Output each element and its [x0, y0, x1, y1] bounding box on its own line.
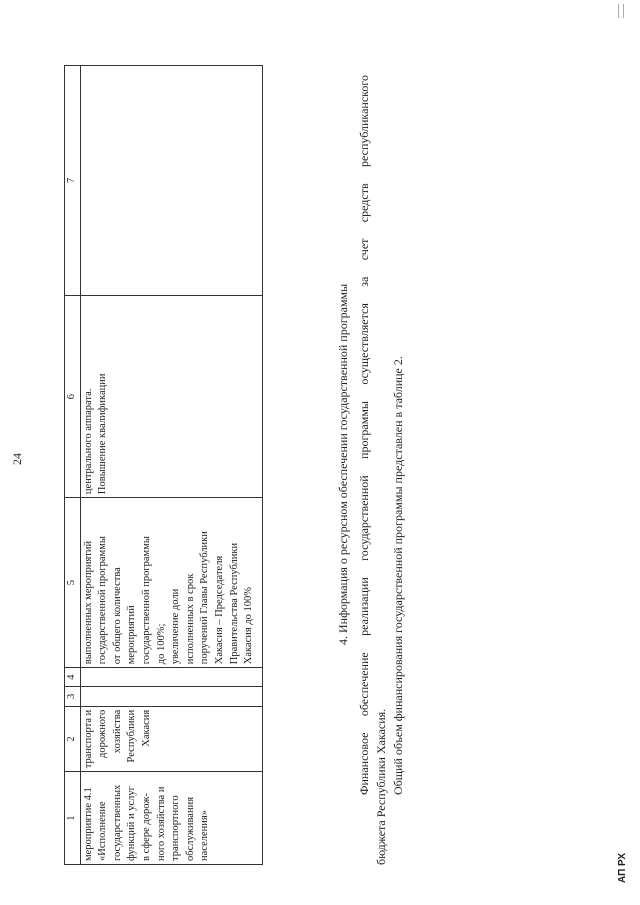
cell-line: выполненных мероприятий — [82, 540, 94, 665]
cell-line: Повышение квалификации — [97, 373, 109, 495]
cell-line: в сфере дорож- — [140, 793, 152, 861]
scan-mark — [618, 4, 624, 18]
header-col-3: 3 — [65, 687, 81, 707]
cell-col3 — [80, 687, 262, 707]
cell-line: Хакасия до 100% — [243, 586, 255, 665]
table-row — [80, 66, 262, 865]
cell-line: хозяйства — [111, 709, 123, 754]
cell-indicators — [80, 498, 262, 668]
cell-line: обслуживания — [184, 796, 196, 861]
cell-executor — [80, 706, 262, 772]
cell-line: государственной программы — [140, 536, 152, 665]
cell-line: Хакасия – Председателя — [213, 555, 225, 665]
program-table — [64, 65, 263, 865]
cell-line: «Исполнение — [97, 801, 109, 861]
cell-line: до 100%; — [155, 623, 167, 665]
table-header-row — [65, 66, 81, 865]
paragraph-budget: бюджета Республики Хакасия. — [374, 708, 388, 865]
paragraph-financing: Финансовое обеспечение реализации государственной программы осуществляется за счет средств республиканского — [357, 75, 371, 795]
cell-line: Хакасия — [140, 709, 152, 747]
cell-col4 — [80, 668, 262, 687]
cell-line: дорожного — [97, 709, 109, 758]
cell-line: ного хозяйства и — [155, 786, 167, 861]
cell-line: населения» — [199, 810, 211, 861]
cell-line: центрального аппарата. — [82, 388, 94, 495]
cell-line: Республики — [126, 709, 138, 763]
header-col-6: 6 — [65, 296, 81, 498]
cell-line: увеличение доли — [170, 588, 182, 665]
cell-line: государственной программы — [97, 536, 109, 665]
section-heading: 4. Информация о ресурсном обеспечении государственной программы — [336, 283, 350, 645]
cell-line: государственных — [111, 784, 123, 861]
header-col-4: 4 — [65, 668, 81, 687]
header-col-1: 1 — [65, 772, 81, 865]
header-col-5: 5 — [65, 498, 81, 668]
cell-line: Правительства Республики — [228, 542, 240, 665]
cell-description — [80, 296, 262, 498]
cell-line: от общего количества — [111, 567, 123, 665]
header-col-2: 2 — [65, 706, 81, 772]
cell-measure — [80, 772, 262, 865]
cell-line: мероприятие 4.1 — [82, 787, 94, 861]
cell-line: поручений Главы Республики — [199, 531, 211, 665]
cell-line: транспорта и — [82, 709, 94, 769]
paragraph-total: Общий объем финансирования государственной программы представлен в таблице 2. — [391, 356, 405, 795]
cell-line: исполненных в срок — [184, 573, 196, 665]
cell-line: мероприятий — [126, 605, 138, 665]
page-number: 24 — [10, 453, 24, 465]
header-col-7: 7 — [65, 66, 81, 296]
stamp-label: АП РХ — [617, 852, 628, 883]
cell-line: функций и услуг — [126, 786, 138, 861]
cell-line: транспортного — [170, 795, 182, 861]
cell-col7 — [80, 66, 262, 296]
